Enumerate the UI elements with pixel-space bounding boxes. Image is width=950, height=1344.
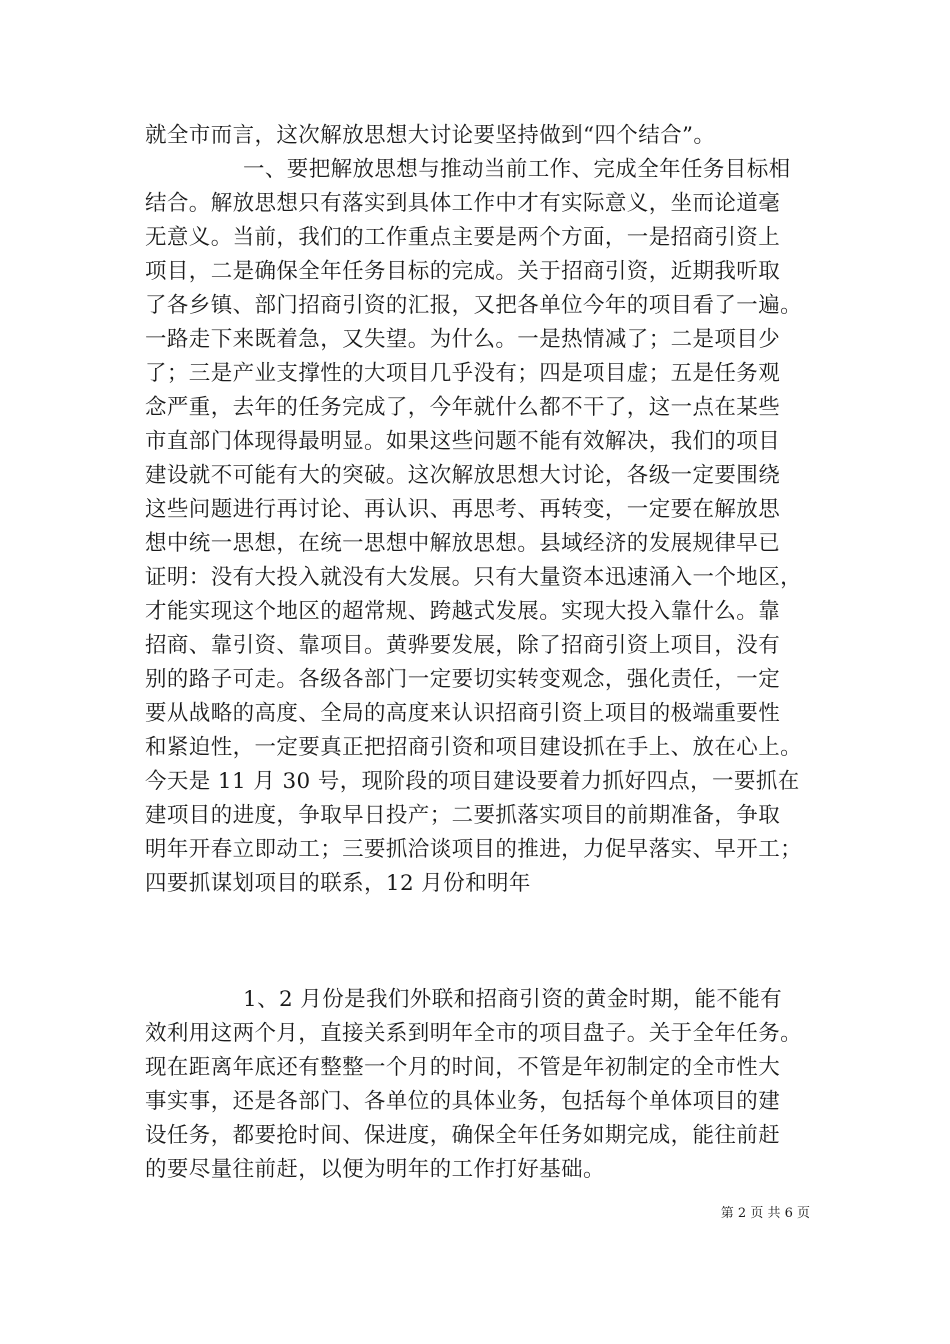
- text-line: 念严重，去年的任务完成了，今年就什么都不干了，这一点在某些: [145, 395, 781, 420]
- text-line: 和紧迫性，一定要真正把招商引资和项目建设抓在手上、放在心上。: [145, 735, 803, 760]
- text-line: 才能实现这个地区的超常规、跨越式发展。实现大投入靠什么。靠: [145, 599, 781, 624]
- page-number: 第 2 页 共 6 页: [720, 1206, 810, 1221]
- text-line: 了；三是产业支撑性的大项目几乎没有；四是项目虚；五是任务观: [145, 361, 781, 386]
- text-line: 想中统一思想，在统一思想中解放思想。县域经济的发展规律早已: [145, 531, 781, 556]
- text-line: 效利用这两个月，直接关系到明年全市的项目盘子。关于全年任务。: [145, 1021, 803, 1046]
- text-line: 市直部门体现得最明显。如果这些问题不能有效解决，我们的项目: [145, 429, 781, 454]
- paragraph-intro: [145, 119, 811, 153]
- text-line: 1、2 月份是我们外联和招商引资的黄金时期，能不能有: [243, 987, 783, 1012]
- paragraph-continuation: [145, 983, 811, 1187]
- text-line: 了各乡镇、部门招商引资的汇报，又把各单位今年的项目看了一遍。: [145, 293, 803, 318]
- text-line: 今天是 11 月 30 号，现阶段的项目建设要着力抓好四点，一要抓在: [145, 769, 800, 794]
- text-line: 现在距离年底还有整整一个月的时间，不管是年初制定的全市性大: [145, 1055, 781, 1080]
- text-line: 要从战略的高度、全局的高度来认识招商引资上项目的极端重要性: [145, 701, 781, 726]
- text-line: 的要尽量往前赶，以便为明年的工作打好基础。: [145, 1157, 605, 1182]
- paragraph-first-combination: [145, 153, 811, 935]
- text-line: 一、要把解放思想与推动当前工作、完成全年任务目标相: [243, 157, 791, 182]
- text-line: 这些问题进行再讨论、再认识、再思考、再转变，一定要在解放思: [145, 497, 781, 522]
- text-line: 证明：没有大投入就没有大发展。只有大量资本迅速涌入一个地区，: [145, 565, 803, 590]
- text-line: [145, 901, 811, 935]
- text-line: 一路走下来既着急，又失望。为什么。一是热情减了；二是项目少: [145, 327, 781, 352]
- text-line: 无意义。当前，我们的工作重点主要是两个方面，一是招商引资上: [145, 225, 781, 250]
- text-line: 四要抓谋划项目的联系，12 月份和明年: [145, 871, 531, 896]
- text-line: 建项目的进度，争取早日投产；二要抓落实项目的前期准备，争取: [145, 803, 781, 828]
- text-line: 别的路子可走。各级各部门一定要切实转变观念，强化责任，一定: [145, 667, 781, 692]
- text-line: 项目，二是确保全年任务目标的完成。关于招商引资，近期我听取: [145, 259, 781, 284]
- text-line: 建设就不可能有大的突破。这次解放思想大讨论，各级一定要围绕: [145, 463, 781, 488]
- text-line: 设任务，都要抢时间、保进度，确保全年任务如期完成，能往前赶: [145, 1123, 781, 1148]
- text-line: 招商、靠引资、靠项目。黄骅要发展，除了招商引资上项目，没有: [145, 633, 781, 658]
- text-line: 事实事，还是各部门、各单位的具体业务，包括每个单体项目的建: [145, 1089, 781, 1114]
- text-line: 明年开春立即动工；三要抓洽谈项目的推进，力促早落实、早开工；: [145, 837, 803, 862]
- text-line: 结合。解放思想只有落实到具体工作中才有实际意义，坐而论道毫: [145, 191, 781, 216]
- text-line: 就全市而言，这次解放思想大讨论要坚持做到“四个结合”。: [145, 123, 716, 148]
